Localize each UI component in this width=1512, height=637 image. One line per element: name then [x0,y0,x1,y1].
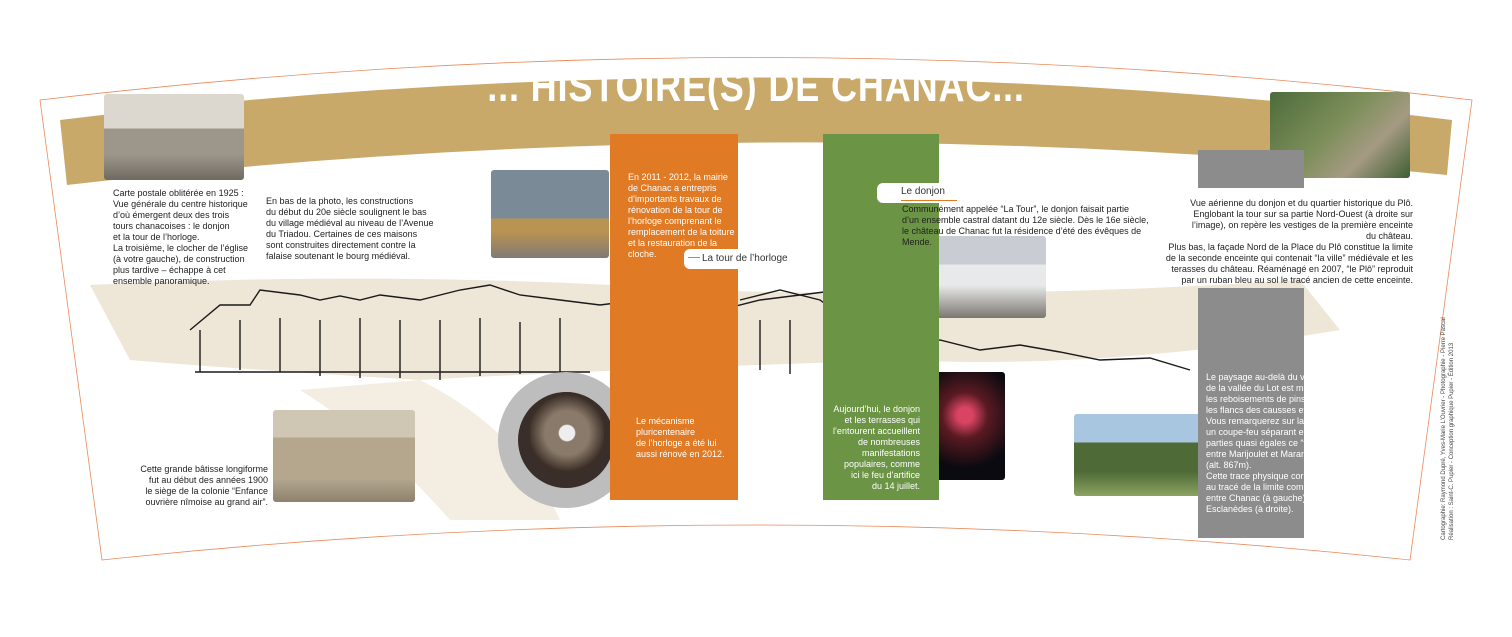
postcard-line: Carte postale oblitérée en 1925 : [113,188,244,198]
mecanisme-line: Le mécanisme [636,416,695,426]
aujourdhui-line: Aujourd’hui, le donjon [833,404,920,414]
clock-mechanism-photo [530,392,604,474]
aerial-line: Vue aérienne du donjon et du quartier historique du Plô. [1190,198,1413,208]
paysage-line: entre Chanac (à gauche) et [1206,493,1316,503]
colony-text [120,464,268,508]
constructions-line: falaise soutenant le bourg médiéval. [266,251,411,261]
paysage-line: (alt. 867m). [1206,460,1252,470]
mairie-line: de Chanac a entrepris [628,183,717,193]
mecanisme-line: aussi rénové en 2012. [636,449,725,459]
aerial-line: de la seconde enceinte qui contenait “la ville” médiévale et les [1165,253,1413,263]
postcard-photo [104,94,244,180]
aujourdhui-line: de nombreuses [857,437,920,447]
postcard-line: d’où émergent deux des trois [113,210,230,220]
colony-line: le siège de la colonie “Enfance [145,486,268,496]
aerial-line: par un ruban bleu au sol le tracé ancien de cette enceinte. [1181,275,1413,285]
postcard-line: La troisième, le clocher de l’église [113,243,249,253]
credits-line: Cartographie: Raymond Dupré, Yves-Marie L’Ouvrier - Photographie - Pierre Pascal [1441,317,1447,540]
aerial-column-top [1198,150,1304,188]
paysage-line: les flancs des causses et plateaux. [1206,405,1346,415]
paysage-line: parties quasi égales ce “truc” [1206,438,1322,448]
aerial-text [1160,198,1413,286]
paysage-text [1206,372,1356,515]
colony-building-photo [273,410,415,502]
donjon-label [877,183,961,203]
aujourdhui-line: l’entourent accueillent [832,426,920,436]
mecanisme-text [636,416,736,460]
paysage-line: Esclanèdes (à droite). [1206,504,1294,514]
donjon-label-text: Le donjon [901,186,945,197]
postcard-line: (à votre gauche), de construction [113,254,245,264]
constructions-line: du Triadou. Certaines de ces maisons [266,229,418,239]
constructions-line: sont construites directement contre la [266,240,416,250]
aujourdhui-line: et les terrasses qui [844,415,920,425]
postcard-line: tours chanacoises : le donjon [113,221,230,231]
paysage-line: un coupe-feu séparant en deux [1206,427,1331,437]
aerial-line: l’image), on repère les vestiges de la première enceinte [1191,220,1413,230]
aerial-line: terasses du château. Réaménagé en 2007, “le Plô” reproduit [1171,264,1413,274]
mairie-line: En 2011 - 2012, la mairie [628,172,728,182]
donjon-line: Communément appelée “La Tour”, le donjon faisait partie [902,204,1129,214]
donjon-text [902,204,1152,248]
mairie-text [628,172,740,260]
aerial-line: Plus bas, la façade Nord de la Place du Plô constitue la limite [1168,242,1413,252]
label-line [901,200,957,201]
postcard-line: Vue générale du centre historique [113,199,248,209]
postcard-line: et la tour de l’horloge. [113,232,200,242]
paysage-line: de la vallée du Lot est marqué par [1206,383,1343,393]
aerial-line: Englobant la tour sur sa partie Nord-Ouest (à droite sur [1193,209,1413,219]
paysage-line: entre Marijoulet et Marance [1206,449,1316,459]
aerial-line: du château. [1365,231,1413,241]
paysage-line: Cette trace physique correspond [1206,471,1337,481]
paysage-line: au tracé de la limite communale [1206,482,1334,492]
donjon-line: le château de Chanac fut la résidence d’été des évêques de Mende. [902,226,1142,247]
postcard-line: plus tardive – échappe à cet [113,265,226,275]
constructions-line: du village médiéval au niveau de l’Avenue [266,218,434,228]
aujourdhui-line: populaires, comme [843,459,920,469]
page-title: ... HISTOIRE(S) DE CHANAC... [487,62,1025,111]
credits-text [1440,317,1456,540]
aujourdhui-line: ici le feu d’artifice [850,470,920,480]
mecanisme-line: de l’horloge a été lui [636,438,717,448]
aujourdhui-line: manifestations [861,448,920,458]
colony-line: ouvrière nîmoise au grand air”. [145,497,268,507]
roof-construction-photo [491,170,609,258]
colony-line: Cette grande bâtisse longiforme [140,464,268,474]
paysage-line: Le paysage au-delà du village et [1206,372,1336,382]
mairie-line: l’horloge comprenant le [628,216,722,226]
mecanisme-line: pluricentenaire [636,427,696,437]
aujourdhui-text [828,404,920,492]
paysage-line: les reboisements de pins noirs sur [1206,394,1343,404]
mairie-line: remplacement de la toiture [628,227,735,237]
mairie-line: d’importants travaux de [628,194,722,204]
landscape-photo [1074,414,1202,496]
clock-tower-label-text: La tour de l’horloge [702,253,788,264]
constructions-line: du début du 20e siècle soulignent le bas [266,207,427,217]
constructions-text [266,196,446,262]
donjon-line: d’un ensemble castral datant du 12e siècle. Dès le 16e siècle, [902,215,1149,225]
paysage-line: Vous remarquerez sur la photo [1206,416,1330,426]
colony-line: fut au début des années 1900 [148,475,268,485]
postcard-text [113,188,263,287]
credits-line: Réalisation : Saint-C. Pupier - Conception graphique Pupier - Édition 2013 [1449,342,1455,540]
constructions-line: En bas de la photo, les constructions [266,196,414,206]
label-line [688,257,700,258]
postcard-line: ensemble panoramique. [113,276,210,286]
aujourdhui-line: du 14 juillet. [871,481,920,491]
mairie-line: rénovation de la tour de [628,205,723,215]
mairie-line: et la restauration de la cloche. [628,238,718,259]
